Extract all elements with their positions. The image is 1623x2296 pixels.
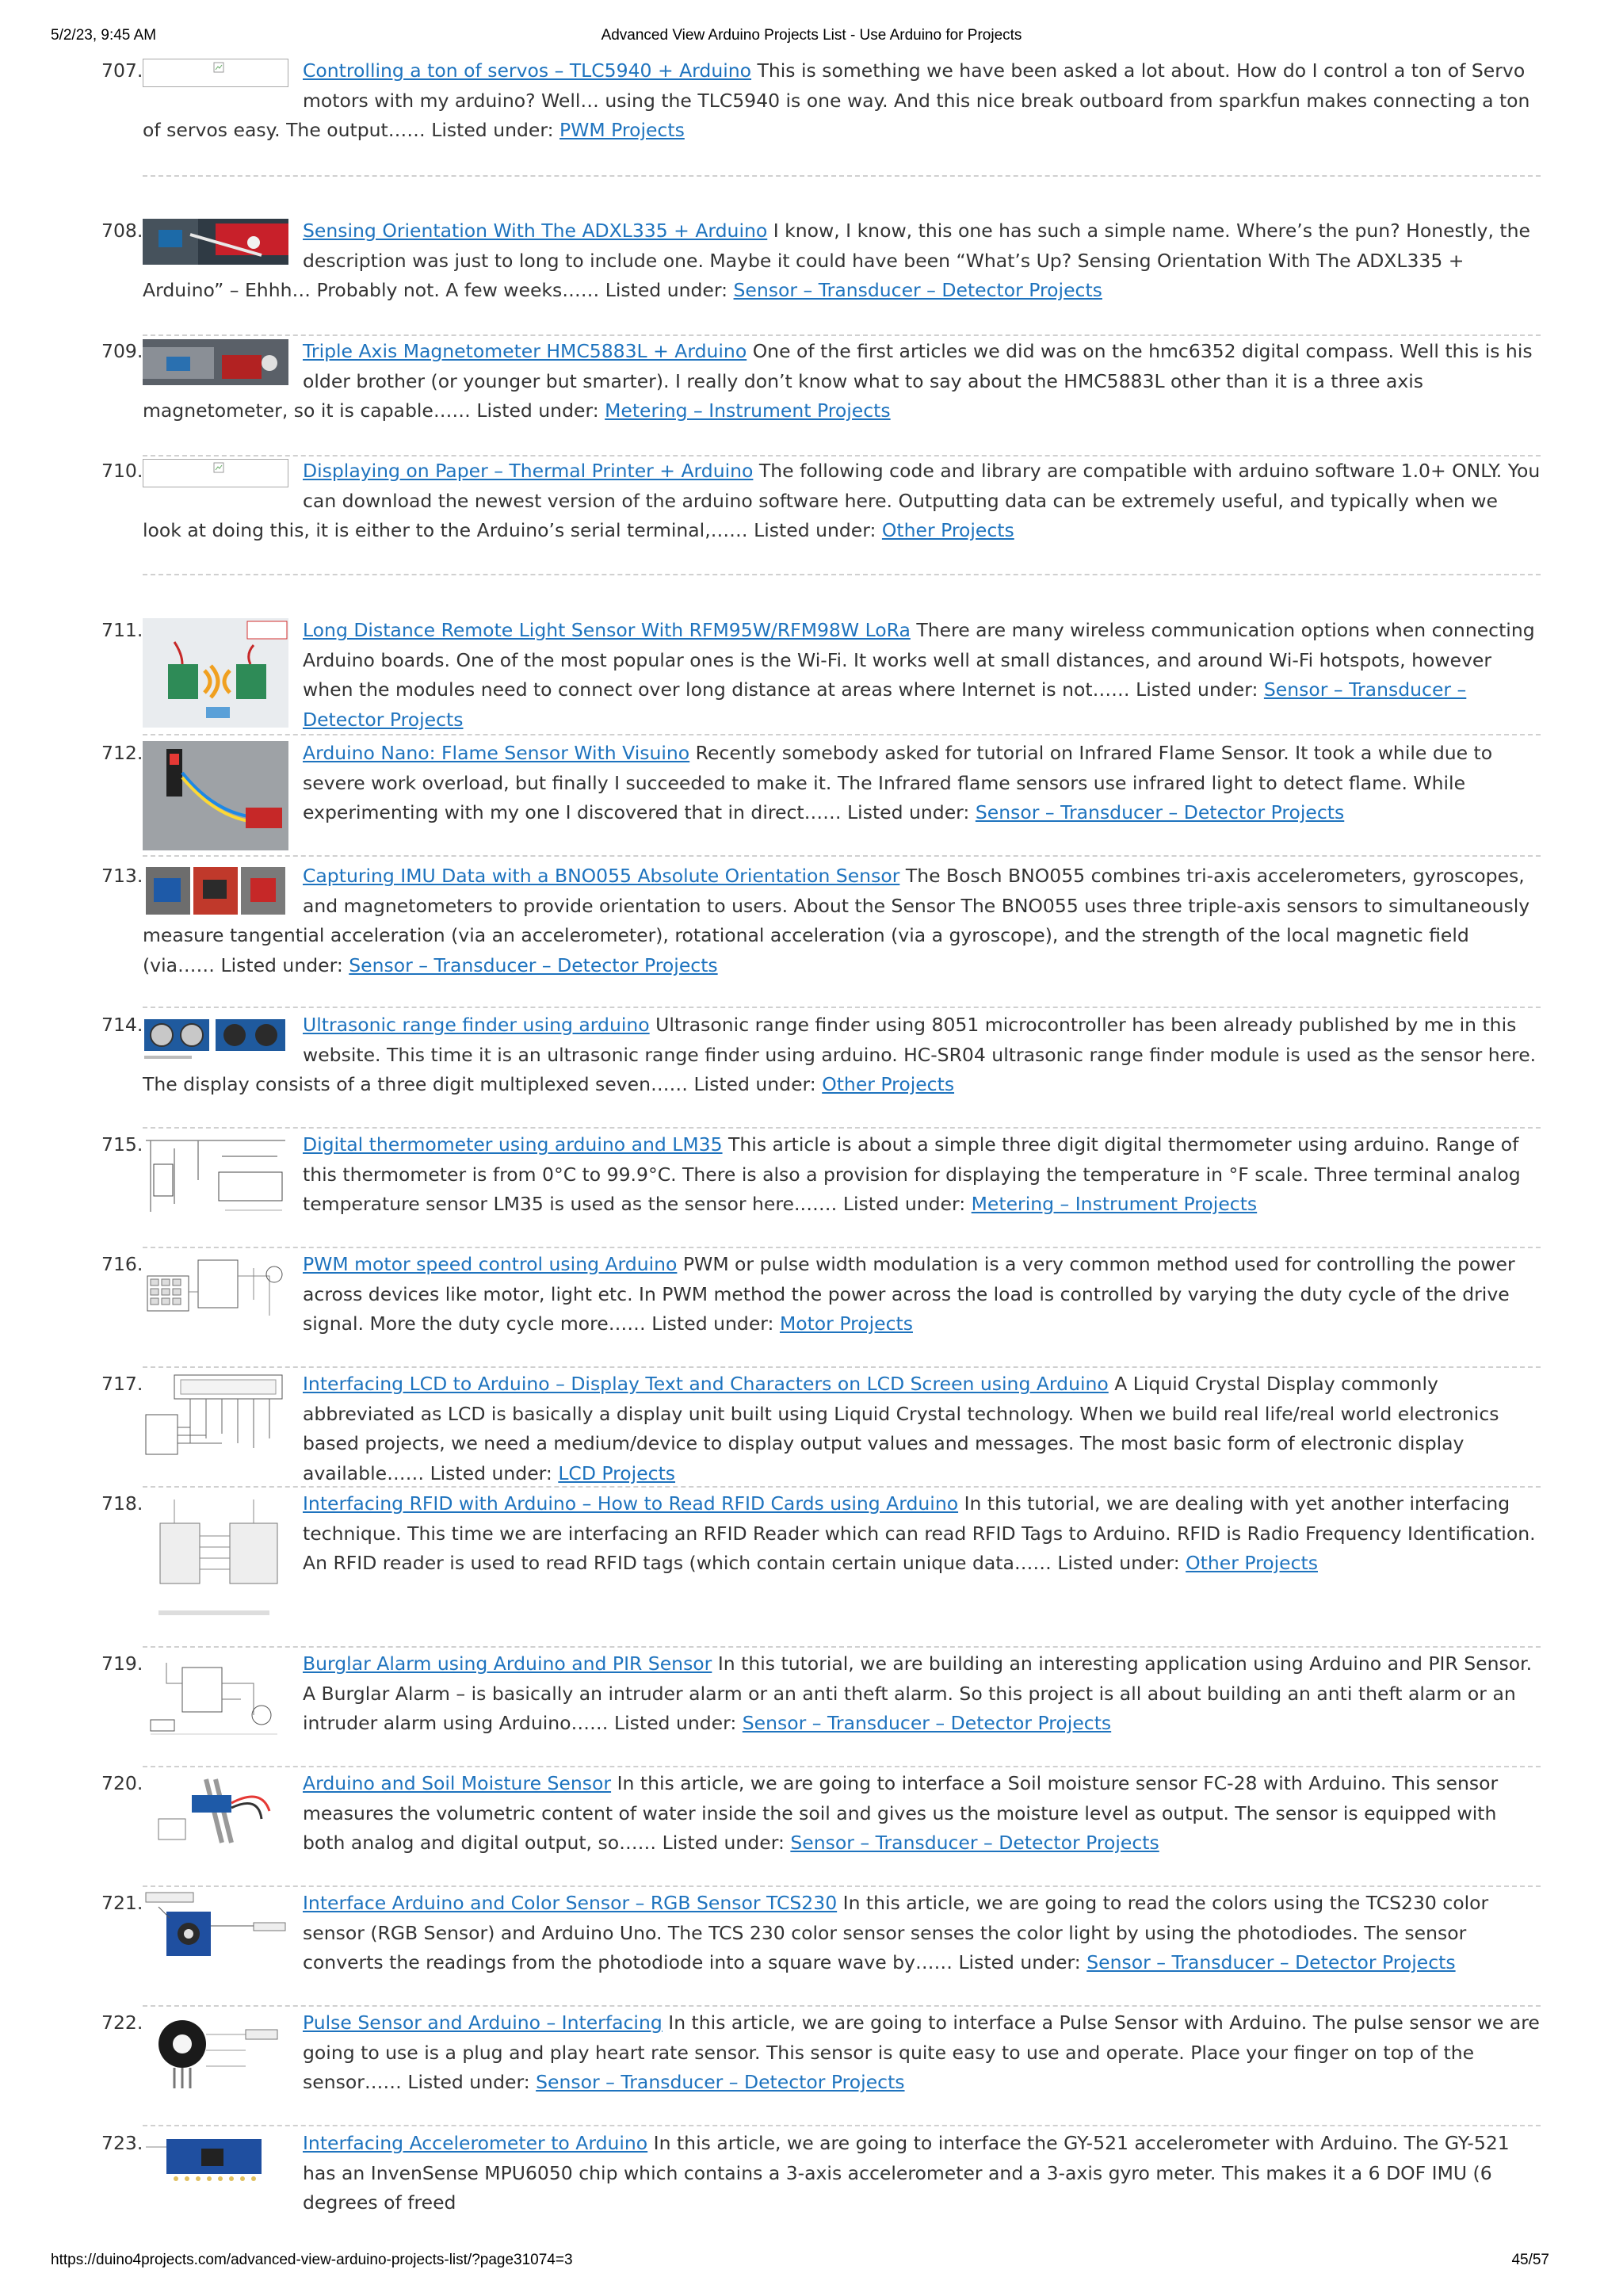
item-separator: [143, 855, 1541, 857]
listed-under-label: Listed under:: [407, 2071, 530, 2093]
broken-image-icon: [143, 59, 288, 87]
project-description: There are many wireless communication options when connecting Arduino boards. One of the most popular ones is the Wi-Fi. It works well at small distances, and around Wi-Fi hotspots, however when the modules need to connect over long distance at areas where Internet is not……: [303, 619, 1535, 701]
project-thumbnail: [143, 1133, 288, 1221]
item-separator: [143, 1247, 1541, 1248]
list-item: [101, 861, 1541, 980]
project-description: One of the first articles we did was on the hmc6352 digital compass. Well this is his older brother (or younger but smarter). I really don’t know what to say about the HMC5883L other than it is a three axis magnetometer, so it is capable……: [143, 340, 1533, 422]
category-link[interactable]: Other Projects: [881, 519, 1014, 541]
listed-under-label: Listed under:: [431, 119, 554, 141]
list-item: [101, 337, 1541, 426]
list-item: [101, 2129, 1541, 2218]
list-item: [101, 1010, 1541, 1100]
item-separator: [143, 734, 1541, 735]
listed-under-label: Listed under:: [1136, 678, 1258, 701]
item-number: 715.: [101, 1133, 143, 1156]
item-separator: [143, 1646, 1541, 1648]
category-link[interactable]: Sensor – Transducer – Detector Projects: [742, 1712, 1112, 1734]
project-thumbnail: [143, 339, 288, 385]
project-thumbnail: [143, 1652, 288, 1740]
listed-under-label: Listed under:: [958, 1951, 1081, 1973]
list-item: [101, 457, 1541, 546]
project-thumbnail: [143, 1891, 288, 1973]
listed-under-label: Listed under:: [651, 1312, 774, 1335]
listed-under-label: Listed under:: [662, 1832, 785, 1854]
item-separator: [143, 1486, 1541, 1488]
category-link[interactable]: PWM Projects: [559, 119, 685, 141]
page-number: 45/57: [1511, 2252, 1549, 2268]
project-link[interactable]: Capturing IMU Data with a BNO055 Absolute Orientation Sensor: [303, 865, 900, 887]
category-link[interactable]: Metering – Instrument Projects: [971, 1193, 1258, 1215]
listed-under-label: Listed under:: [476, 399, 599, 422]
project-description: A Liquid Crystal Display commonly abbreviated as LCD is basically a display unit built using Liquid Crystal technology. When we build real life/real world electronics based projects, we need a medium/device to display output values and messages. The most basic form of electronic display available……: [303, 1373, 1499, 1484]
project-description: This is something we have been asked a lot about. How do I control a ton of Servo motors with my arduino? Well… using the TLC5940 is one way. And this nice break outboard from sparkfun makes connecting a ton of servos easy. The output……: [143, 59, 1530, 141]
item-separator: [143, 334, 1541, 336]
item-separator: [143, 1127, 1541, 1129]
category-link[interactable]: Sensor – Transducer – Detector Projects: [303, 678, 1467, 731]
category-link[interactable]: Sensor – Transducer – Detector Projects: [536, 2071, 905, 2093]
print-date: 5/2/23, 9:45 AM: [51, 27, 157, 44]
item-number: 718.: [101, 1492, 143, 1515]
list-item: [101, 1370, 1541, 1488]
item-separator: [143, 1366, 1541, 1368]
list-item: [101, 2008, 1541, 2098]
list-item: [101, 1889, 1541, 1978]
project-description: In this tutorial, we are dealing with yet another interfacing technique. This time we are interfacing an RFID Reader which can read RFID Tags to Arduino. RFID is Radio Frequency Identification. An RFID reader is used to read RFID tags (which contain certain unique data……: [303, 1492, 1536, 1574]
project-thumbnail: [143, 219, 288, 265]
project-description: The Bosch BNO055 combines tri-axis accelerometers, gyroscopes, and magnetometers to provide orientation to users. About the Sensor The BNO055 uses three triple-axis sensors to simultaneously measure tangential acceleration (via an accelerometer), rotational acceleration (via a gyroscope), and the strength of the local magnetic field (via……: [143, 865, 1530, 976]
list-item: [101, 1489, 1541, 1633]
project-link[interactable]: Arduino Nano: Flame Sensor With Visuino: [303, 742, 690, 764]
project-thumbnail: [143, 864, 288, 918]
project-thumbnail: [143, 741, 288, 850]
listed-under-label: Listed under:: [605, 279, 728, 301]
project-thumbnail: [143, 1771, 288, 1854]
project-thumbnail: [143, 1372, 288, 1469]
item-separator: [143, 1007, 1541, 1008]
category-link[interactable]: Sensor – Transducer – Detector Projects: [1086, 1951, 1456, 1973]
project-description: Ultrasonic range finder using 8051 microcontroller has been already published by me in this website. This time it is an ultrasonic range finder using arduino. HC-SR04 ultrasonic range finder module is used as the sensor here. The display consists of a three digit multiplexed seven……: [143, 1014, 1537, 1095]
project-link[interactable]: Arduino and Soil Moisture Sensor: [303, 1772, 612, 1794]
project-link[interactable]: Displaying on Paper – Thermal Printer + Arduino: [303, 460, 754, 482]
item-separator: [143, 2005, 1541, 2007]
list-item: [101, 1130, 1541, 1221]
project-thumbnail: [143, 1013, 288, 1064]
list-item: [101, 216, 1541, 306]
project-description: PWM or pulse width modulation is a very common method used for controlling the power across devices like motor, light etc. In PWM method the power across the load is controlled by varying the duty cycle of the drive signal. More the duty cycle more……: [303, 1253, 1515, 1335]
project-description: In this article, we are going to read the colors using the TCS230 color sensor (RGB Sensor) and Arduino Uno. The TCS 230 color sensor senses the color light by using the photodiodes. The sensor converts the readings from the photodiode into a square wave by……: [303, 1892, 1489, 1973]
item-number: 713.: [101, 865, 143, 887]
category-link[interactable]: Sensor – Transducer – Detector Projects: [975, 801, 1345, 823]
item-number: 708.: [101, 220, 143, 242]
item-separator: [143, 1885, 1541, 1887]
project-link[interactable]: Controlling a ton of servos – TLC5940 + Arduino: [303, 59, 752, 82]
category-link[interactable]: LCD Projects: [558, 1461, 676, 1484]
list-item: [101, 739, 1541, 850]
item-number: 723.: [101, 2132, 143, 2154]
listed-under-label: Listed under:: [1057, 1552, 1180, 1574]
listed-under-label: Listed under:: [754, 519, 876, 541]
project-thumbnail: [143, 618, 288, 728]
item-number: 714.: [101, 1014, 143, 1036]
project-link[interactable]: Burglar Alarm using Arduino and PIR Sensor: [303, 1652, 712, 1675]
print-url: https://duino4projects.com/advanced-view-arduino-projects-list/?page31074=3: [51, 2252, 573, 2268]
item-number: 722.: [101, 2011, 143, 2034]
listed-under-label: Listed under:: [430, 1461, 552, 1484]
listed-under-label: Listed under:: [220, 953, 343, 976]
category-link[interactable]: Sensor – Transducer – Detector Projects: [733, 279, 1102, 301]
project-link[interactable]: Long Distance Remote Light Sensor With RFM95W/RFM98W LoRa: [303, 619, 911, 641]
item-number: 721.: [101, 1892, 143, 1914]
item-number: 712.: [101, 742, 143, 764]
project-link[interactable]: Interface Arduino and Color Sensor – RGB Sensor TCS230: [303, 1892, 838, 1914]
project-link[interactable]: Interfacing LCD to Arduino – Display Text and Characters on LCD Screen using Arduino: [303, 1373, 1109, 1395]
project-thumbnail: [143, 2011, 288, 2098]
listed-under-label: Listed under:: [614, 1712, 737, 1734]
item-number: 710.: [101, 460, 143, 482]
item-number: 720.: [101, 1772, 143, 1794]
project-link[interactable]: PWM motor speed control using Arduino: [303, 1253, 678, 1275]
print-page-title: Advanced View Arduino Projects List - Use Arduino for Projects: [601, 27, 1022, 44]
list-item: [101, 1649, 1541, 1740]
category-link[interactable]: Metering – Instrument Projects: [605, 399, 891, 422]
list-item: [101, 616, 1541, 735]
project-link[interactable]: Sensing Orientation With The ADXL335 + Arduino: [303, 220, 768, 242]
broken-image-icon: [143, 459, 288, 487]
list-item: [101, 1769, 1541, 1859]
project-thumbnail: [143, 1252, 288, 1328]
project-description: Recently somebody asked for tutorial on Infrared Flame Sensor. It took a while due to severe work overload, but finally I succeeded to make it. The Infrared flame sensors use infrared light to detect flame. While experimenting with my one I discovered that in direct……: [303, 742, 1493, 823]
project-description: In this article, we are going to interface the GY-521 accelerometer with Arduino. The GY-521 has an InvenSense MPU6050 chip which contains a 3-axis accelerometer and a 3-axis gyro meter. This makes it a 6 DOF IMU (6 degrees of freed: [303, 2132, 1510, 2214]
project-description: I know, I know, this one has such a simple name. Where’s the pun? Honestly, the description was just to long to include one. Maybe it could have been “What’s Up? Sensing Orientation With The ADXL335 + Arduino” – Ehhh… Probably not. A few weeks……: [143, 220, 1530, 301]
project-thumbnail: [143, 1492, 288, 1633]
project-link[interactable]: Interfacing RFID with Arduino – How to Read RFID Cards using Arduino: [303, 1492, 959, 1515]
item-number: 717.: [101, 1373, 143, 1395]
project-link[interactable]: Digital thermometer using arduino and LM35: [303, 1133, 723, 1156]
category-link[interactable]: Other Projects: [822, 1073, 955, 1095]
project-link[interactable]: Interfacing Accelerometer to Arduino: [303, 2132, 648, 2154]
listed-under-label: Listed under:: [847, 801, 970, 823]
item-number: 709.: [101, 340, 143, 362]
item-number: 716.: [101, 1253, 143, 1275]
project-thumbnail: [143, 2131, 288, 2195]
project-description: In this article, we are going to interface a Pulse Sensor with Arduino. The pulse sensor we are going to use is a plug and play heart rate sensor. This sensor is quite easy to use and operate. Place your finger on top of the sensor……: [303, 2011, 1540, 2093]
listed-under-label: Listed under:: [693, 1073, 816, 1095]
item-separator: [143, 574, 1541, 575]
project-link[interactable]: Triple Axis Magnetometer HMC5883L + Arduino: [303, 340, 747, 362]
item-number: 719.: [101, 1652, 143, 1675]
item-separator: [143, 1766, 1541, 1767]
list-item: [101, 56, 1541, 146]
project-link[interactable]: Pulse Sensor and Arduino – Interfacing: [303, 2011, 663, 2034]
item-number: 707.: [101, 59, 143, 82]
project-link[interactable]: Ultrasonic range finder using arduino: [303, 1014, 650, 1036]
category-link[interactable]: Sensor – Transducer – Detector Projects: [790, 1832, 1159, 1854]
project-description: In this tutorial, we are building an interesting application using Arduino and PIR Sensor. A Burglar Alarm – is basically an intruder alarm or an anti theft alarm. So this project is all about building an anti theft alarm or an intruder alarm using Arduino……: [303, 1652, 1533, 1734]
item-separator: [143, 2125, 1541, 2126]
category-link[interactable]: Motor Projects: [779, 1312, 913, 1335]
item-number: 711.: [101, 619, 143, 641]
project-description: The following code and library are compatible with arduino software 1.0+ ONLY. You can download the newest version of the arduino software here. Outputting data can be extremely useful, and typically when we look at doing this, it is either to the Arduino’s serial terminal,……: [143, 460, 1541, 541]
project-description: In this article, we are going to interface a Soil moisture sensor FC-28 with Arduino. This sensor measures the volumetric content of water inside the soil and gives us the moisture level as output. The sensor is equipped with both analog and digital output, so……: [303, 1772, 1499, 1854]
listed-under-label: Listed under:: [842, 1193, 966, 1215]
item-separator: [143, 175, 1541, 177]
project-description: This article is about a simple three digit digital thermometer using arduino. Range of this thermometer is from 0°C to 99.9°C. There is also a provision for displaying the temperature in °F scale. Three terminal analog temperature sensor LM35 is used as the sensor here.……: [303, 1133, 1521, 1215]
category-link[interactable]: Sensor – Transducer – Detector Projects: [349, 953, 718, 976]
list-item: [101, 1250, 1541, 1339]
category-link[interactable]: Other Projects: [1186, 1552, 1318, 1574]
